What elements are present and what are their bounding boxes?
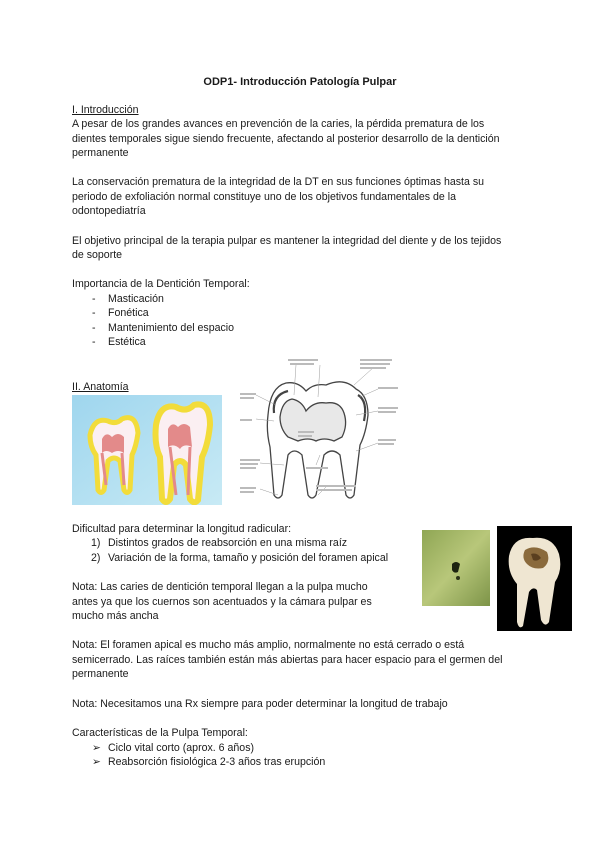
primary-molar-diagram-image <box>236 355 402 505</box>
difficulty-label: Dificultad para determinar la longitud radicular: <box>72 523 292 535</box>
primary-molar-diagram-svg <box>236 355 402 505</box>
pulp-characteristics-label: Características de la Pulpa Temporal: <box>72 727 248 739</box>
intro-paragraph-3-line: de soporte <box>72 249 123 261</box>
page-title: ODP1- Introducción Patología Pulpar <box>203 76 397 88</box>
intro-paragraph-3-line: El objetivo principal de la terapia pulpar es mantener la integridad del diente y de los tejidos <box>72 235 502 247</box>
intro-paragraph-1-line: A pesar de los grandes avances en prevención de la caries, la pérdida prematura de los <box>72 118 485 130</box>
note-2-line: permanente <box>72 668 129 680</box>
dash-bullet: - <box>92 293 96 305</box>
intro-paragraph-1-line: permanente <box>72 147 129 159</box>
difficulty-item-number: 2) <box>91 552 101 564</box>
pulp-characteristic-item: Reabsorción fisiológica 2-3 años tras erupción <box>108 756 326 768</box>
section-heading-intro: I. Introducción <box>72 104 139 116</box>
arrow-bullet-icon: ➢ <box>92 756 101 768</box>
note-2-line: semicerrado. Las raíces también están más abiertas para hacer espacio para el germen del <box>72 654 503 666</box>
dash-bullet: - <box>92 322 96 334</box>
difficulty-item-number: 1) <box>91 537 101 549</box>
importance-label: Importancia de la Dentición Temporal: <box>72 278 250 290</box>
section-heading-anatomy: II. Anatomía <box>72 381 129 393</box>
pulp-characteristic-item: Ciclo vital corto (aprox. 6 años) <box>108 742 255 754</box>
note-1-line: antes ya que los cuernos son acentuados y la cámara pulpar es <box>72 596 372 608</box>
note-1-line: mucho más ancha <box>72 610 159 622</box>
difficulty-item: Distintos grados de reabsorción en una misma raíz <box>108 537 348 549</box>
extracted-tooth-photo <box>497 526 572 631</box>
intro-paragraph-2-line: odontopediatría <box>72 205 146 217</box>
importance-item: Mantenimiento del espacio <box>108 322 235 334</box>
tooth-illustration-image <box>72 395 222 505</box>
dash-bullet: - <box>92 336 96 348</box>
importance-item: Masticación <box>108 293 164 305</box>
intro-paragraph-1-line: dientes temporales sigue siendo frecuente, afectando al posterior desarrollo de la dentición <box>72 133 500 145</box>
intro-paragraph-2-line: La conservación prematura de la integridad de la DT en sus funciones óptimas hasta su <box>72 176 485 188</box>
note-2-line: Nota: El foramen apical es mucho más amplio, normalmente no está cerrado o está <box>72 639 465 651</box>
dash-bullet: - <box>92 307 96 319</box>
importance-item: Estética <box>108 336 146 348</box>
intro-paragraph-2-line: periodo de exfoliación normal constituye uno de los objetivos fundamentales de la <box>72 191 456 203</box>
radiograph-image <box>422 530 490 606</box>
radiograph-svg <box>422 530 490 606</box>
note-3: Nota: Necesitamos una Rx siempre para poder determinar la longitud de trabajo <box>72 698 448 710</box>
arrow-bullet-icon: ➢ <box>92 742 101 754</box>
tooth-illustration-svg <box>72 395 222 505</box>
importance-item: Fonética <box>108 307 149 319</box>
difficulty-item: Variación de la forma, tamaño y posición del foramen apical <box>108 552 389 564</box>
note-1-line: Nota: Las caries de dentición temporal llegan a la pulpa mucho <box>72 581 368 593</box>
extracted-tooth-svg <box>497 526 572 631</box>
